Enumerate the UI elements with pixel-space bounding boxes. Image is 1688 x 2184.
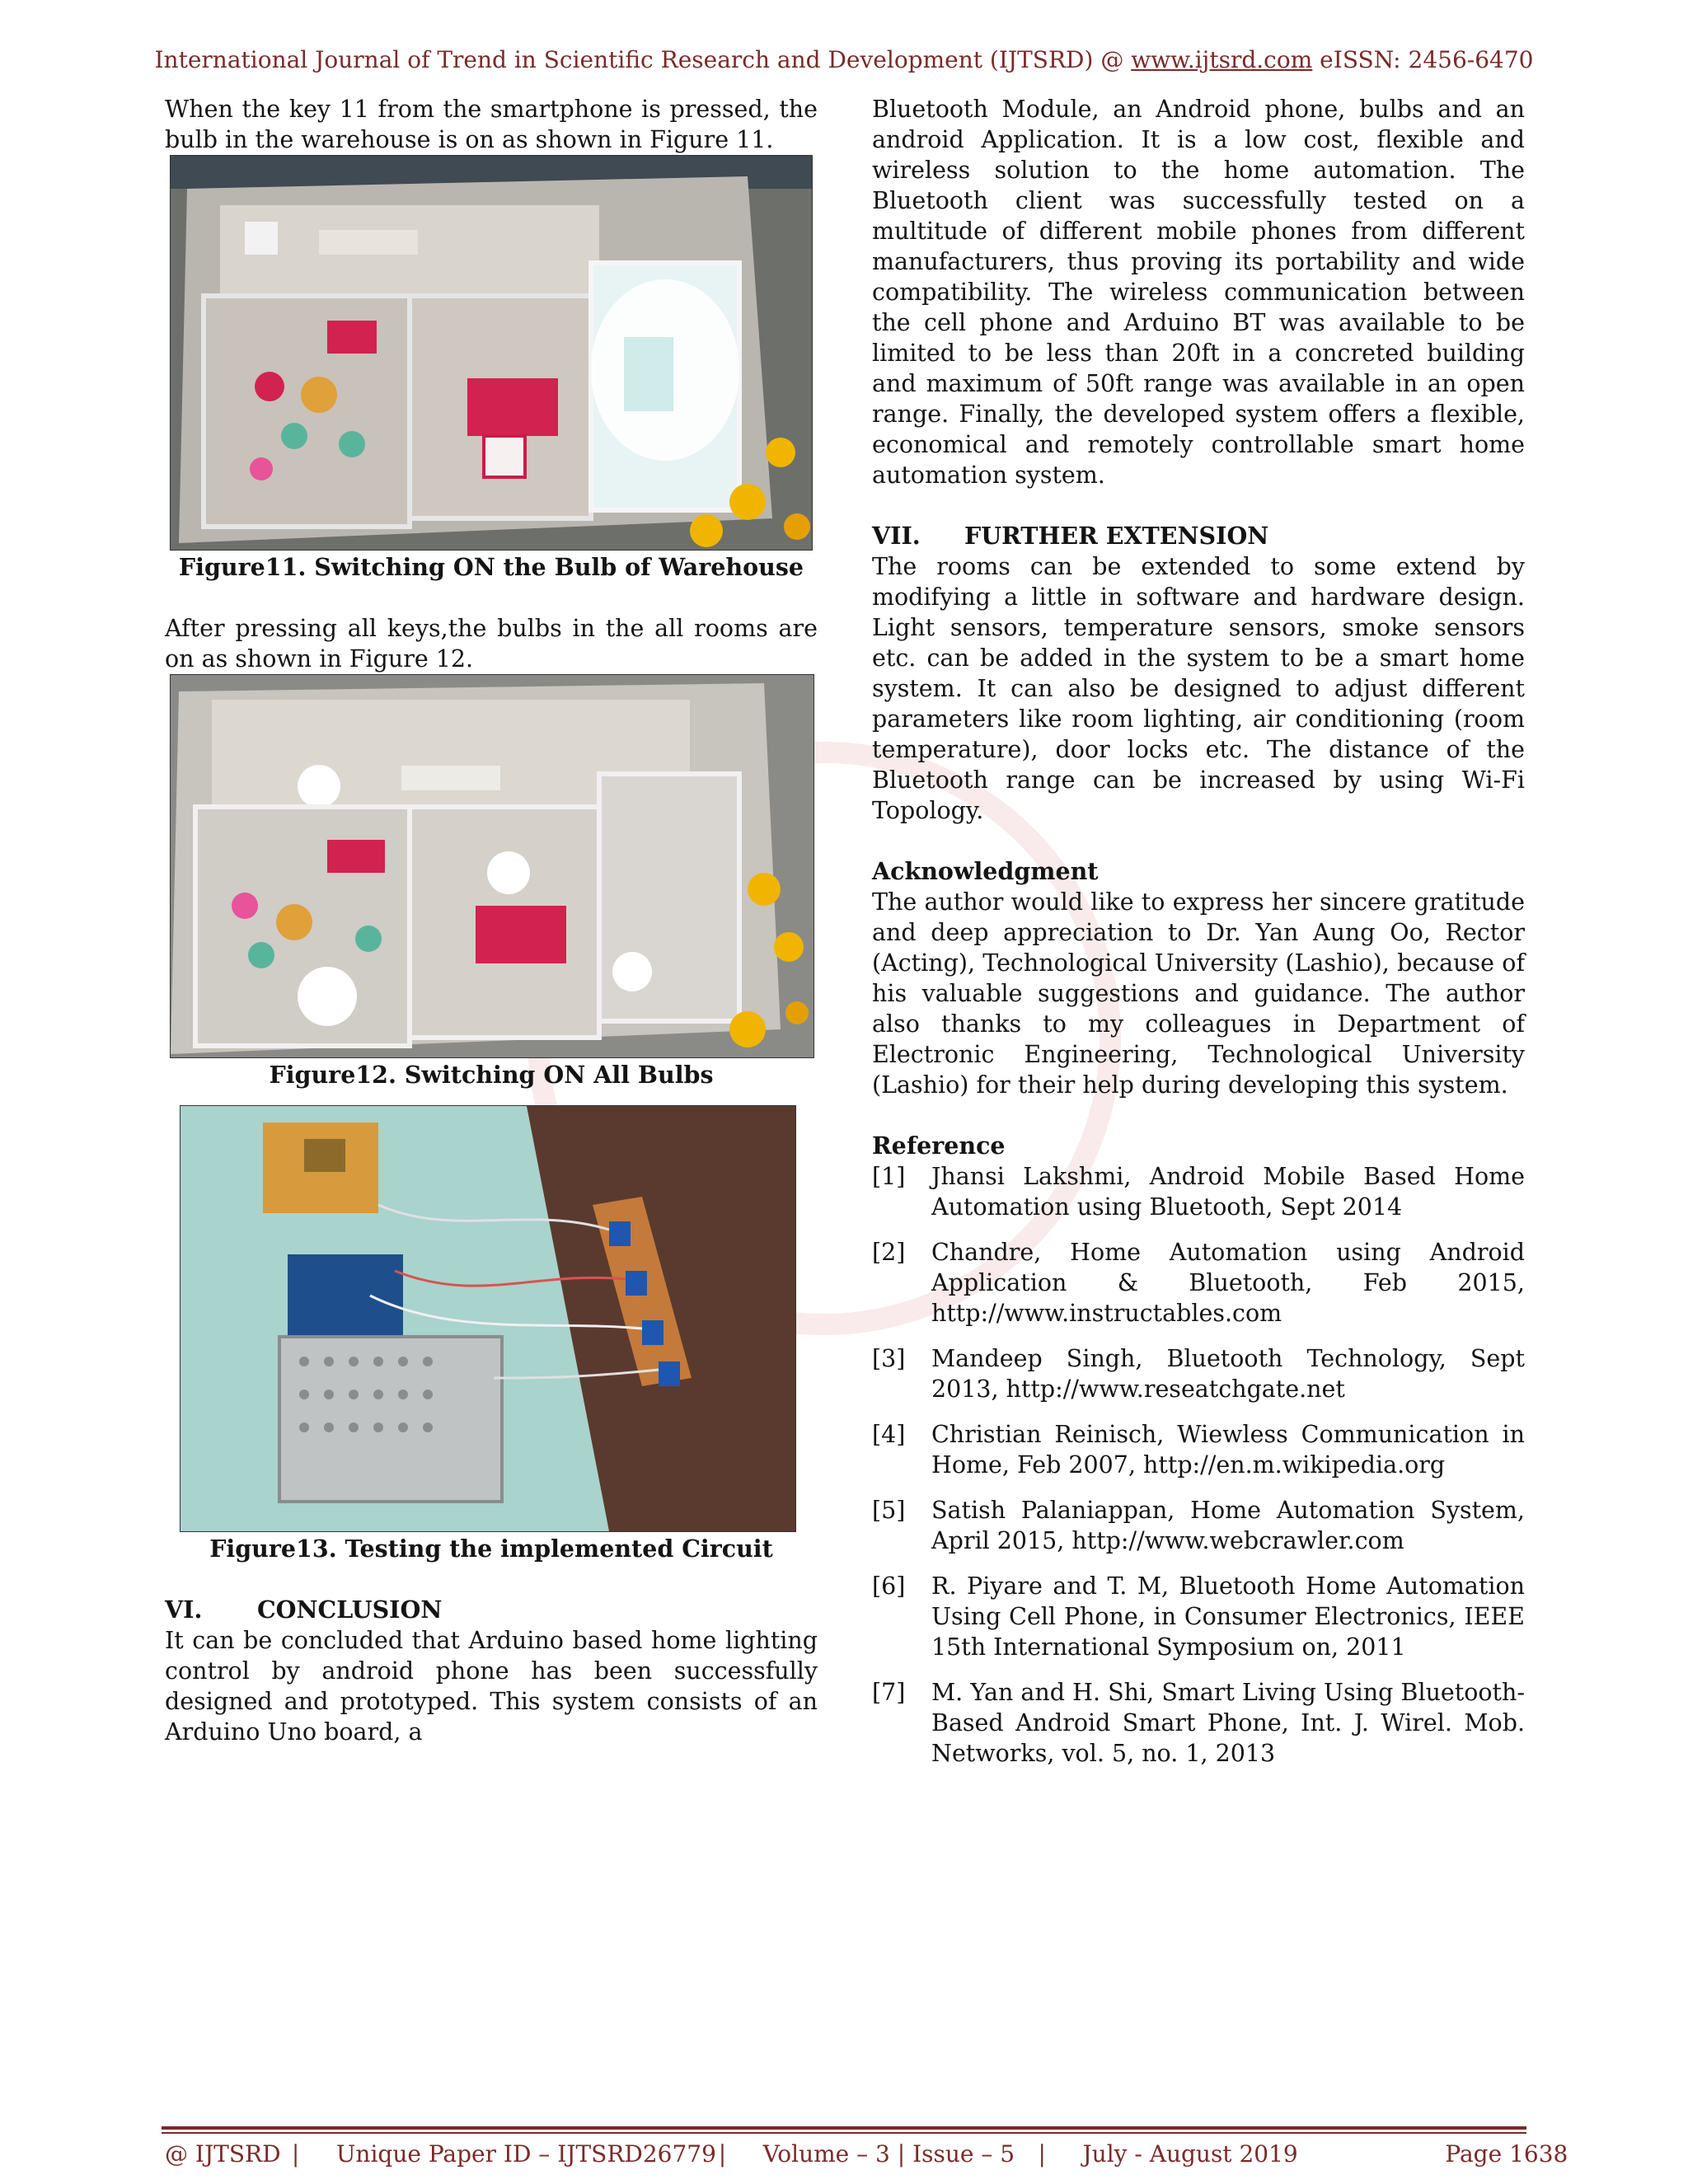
footer-date: July - August 2019: [1082, 2140, 1298, 2168]
reference-item: [3] Mandeep Singh, Bluetooth Technology, Sept 2013, http://www.reseatchgate.net: [872, 1345, 1525, 1403]
figure-13-image: [180, 1105, 796, 1532]
footer-separator: |: [1038, 2140, 1046, 2168]
page-footer: [165, 2140, 1568, 2168]
paragraph-further-extension: The rooms can be extended to some extend by modifying a little in software and hardware design. Light sensors, temperature sensors, smoke sensors etc. can be added in the system to be a smart home system. It can also be designed to adjust different parameters like room lighting, air conditioning (room temperature), door locks etc. The distance of the Bluetooth range can be increased by using Wi-Fi Topology.: [872, 553, 1525, 824]
reference-list: [872, 1161, 1525, 1769]
circuit-test-photo: [181, 1106, 795, 1531]
figure-11-image: [170, 155, 813, 551]
figure-11-caption: Figure11. Switching ON the Bulb of Warehouse: [178, 553, 804, 581]
reference-item: [2] Chandre, Home Automation using Android Application & Bluetooth, Feb 2015, http://www.instructables.com: [872, 1239, 1525, 1327]
section-heading-further-extension: VII. FURTHER EXTENSION: [872, 522, 1269, 550]
journal-header: International Journal of Trend in Scientific Research and Development (IJTSRD) @ www.ijtsrd.com eISSN: 2456-6470: [154, 46, 1534, 73]
footer-rule-thick: [162, 2126, 1526, 2130]
reference-item: [5] Satish Palaniappan, Home Automation System, April 2015, http://www.webcrawler.com: [872, 1497, 1525, 1554]
section-heading-acknowledgment: Acknowledgment: [872, 857, 1099, 885]
warehouse-model-photo: [171, 156, 812, 550]
figure-13-caption: Figure13. Testing the implemented Circuit: [209, 1535, 773, 1563]
footer-rule-thin: [162, 2132, 1526, 2134]
section-heading-conclusion: VI. CONCLUSION: [165, 1596, 443, 1624]
footer-volume: Volume – 3 | Issue – 5: [762, 2140, 1015, 2168]
reference-item: [7] M. Yan and H. Shi, Smart Living Using Bluetooth-Based Android Smart Phone, Int. J. Wirel. Mob. Networks, vol. 5, no. 1, 2013: [872, 1679, 1525, 1767]
paragraph-acknowledgment: The author would like to express her sincere gratitude and deep appreciation to Dr. Yan Aung Oo, Rector (Acting), Technological University (Lashio), because of his valuable suggestions and guidance. The author also thanks to my colleagues in Department of Electronic Engineering, Technological University (Lashio) for their help during developing this system.: [872, 888, 1525, 1099]
footer-journal: @ IJTSRD: [165, 2140, 281, 2168]
footer-paper-id: Unique Paper ID – IJTSRD26779: [335, 2140, 716, 2168]
footer-separator: |: [718, 2140, 727, 2168]
reference-item: [1] Jhansi Lakshmi, Android Mobile Based Home Automation using Bluetooth, Sept 2014: [872, 1163, 1525, 1221]
right-column: [872, 94, 1525, 1783]
reference-item: [4] Christian Reinisch, Wiewless Communication in Home, Feb 2007, http://en.m.wikipedia.org: [872, 1421, 1525, 1479]
all-rooms-lit-photo: [171, 675, 814, 1057]
footer-separator: |: [291, 2140, 300, 2168]
journal-link[interactable]: www.ijtsrd.com: [1131, 46, 1313, 73]
figure-12-caption: Figure12. Switching ON All Bulbs: [269, 1061, 714, 1089]
section-heading-reference: Reference: [872, 1132, 1006, 1160]
paragraph-conclusion: It can be concluded that Arduino based home lighting control by android phone has been successfully designed and prototyped. This system consists of an Arduino Uno board, a: [165, 1627, 818, 1746]
left-column: [165, 94, 818, 1747]
figure-12-image: [170, 674, 814, 1058]
paragraph-fig11-intro: When the key 11 from the smartphone is pressed, the bulb in the warehouse is on as shown in Figure 11.: [165, 96, 818, 153]
paragraph-fig12-intro: After pressing all keys,the bulbs in the all rooms are on as shown in Figure 12.: [165, 615, 818, 673]
footer-page-number: Page 1638: [1445, 2140, 1568, 2168]
paragraph-conclusion-continued: Bluetooth Module, an Android phone, bulbs and an android Application. It is a low cost, flexible and wireless solution to the home automation. The Bluetooth client was successfully tested on a multitude of different mobile phones from different manufacturers, thus proving its portability and wide compatibility. The wireless communication between the cell phone and Arduino BT was available to be limited to be less than 20ft in a concreted building and maximum of 50ft range was available in an open range. Finally, the developed system offers a flexible, economical and remotely controllable smart home automation system.: [872, 96, 1525, 489]
reference-item: [6] R. Piyare and T. M, Bluetooth Home Automation Using Cell Phone, in Consumer Electronics, IEEE 15th International Symposium on, 2011: [872, 1572, 1525, 1661]
